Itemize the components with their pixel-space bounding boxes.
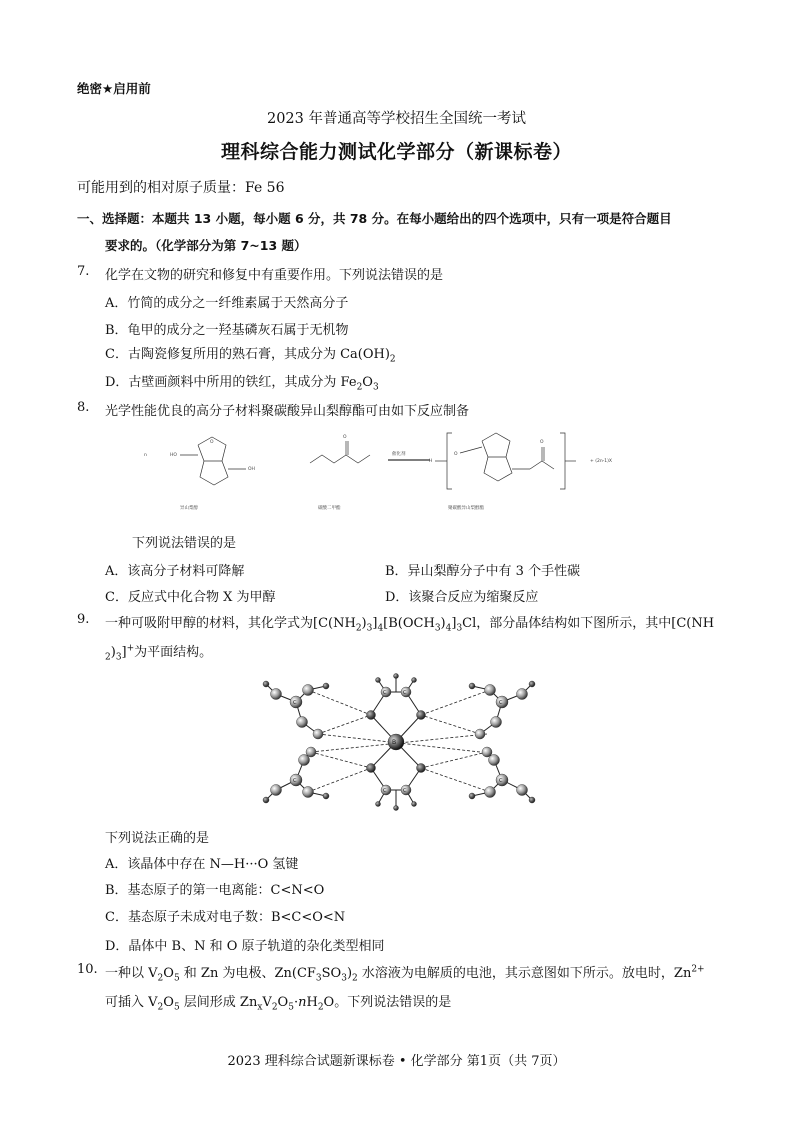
option-c[interactable]: C．反应式中化合物 X 为甲醇 (105, 590, 276, 605)
question-prompt: 下列说法正确的是 (105, 831, 210, 846)
hydrogen-atom (469, 793, 475, 799)
hydrogen-atom (469, 683, 475, 689)
scheme-o-label: O (454, 452, 458, 457)
option-b[interactable]: B．异山梨醇分子中有 3 个手性碳 (385, 564, 581, 579)
scheme-ho-label: HO (170, 453, 177, 458)
nitrogen-atom (489, 755, 500, 766)
option-a[interactable]: A．该高分子材料可降解 (105, 564, 245, 579)
question-number: 10. (77, 962, 98, 977)
carbon-label: C (383, 690, 387, 696)
option-c[interactable]: C．基态原子未成对电子数：B<C<O<N (105, 910, 346, 925)
oxygen-atom (367, 764, 376, 773)
question-stem: 光学性能优良的高分子材料聚碳酸异山梨醇酯可由如下反应制备 (105, 404, 470, 419)
question-stem-line2: 可插入 $V_2O_5$ 层间形成 $Zn_xV_2O_5\cdot nH_2O$。下列说法错误的是 (105, 995, 452, 1013)
nitrogen-atom (303, 685, 314, 696)
option-c[interactable]: C．古陶瓷修复所用的熟石膏，其成分为 $Ca(OH)_2$ (105, 347, 396, 365)
scheme-o-label: O (540, 440, 544, 445)
scheme-compound-label-1: 异山梨醇 (180, 506, 198, 511)
carbon-label: C (293, 700, 297, 706)
question-stem-line2: $_2)_3]^+$为平面结构。 (105, 643, 213, 663)
nitrogen-atom (491, 717, 502, 728)
hydrogen-atom (323, 683, 329, 689)
reaction-scheme (130, 425, 690, 517)
paper-title: 理科综合能力测试化学部分（新课标卷） (220, 141, 572, 163)
hydrogen-atom (412, 802, 417, 807)
nitrogen-atom (517, 689, 528, 700)
hydrogen-atom (376, 678, 381, 683)
option-b[interactable]: B．基态原子的第一电离能：C<N<O (105, 883, 325, 898)
page-footer: 2023 理科综合试题新课标卷 • 化学部分 第1页（共 7页） (227, 1054, 566, 1069)
carbon-label: C (403, 788, 407, 794)
nitrogen-atom (297, 717, 308, 728)
hydrogen-atom (529, 681, 535, 687)
option-d[interactable]: D．晶体中 B、N 和 O 原子轨道的杂化类型相同 (105, 939, 385, 954)
question-prompt: 下列说法错误的是 (132, 536, 237, 551)
question-stem-line1: 一种可吸附甲醇的材料，其化学式为$[C(NH_2)_3]_4[B(OCH_3)_4]_3Cl$，部分晶体结构如下图所示，其中[C(NH (105, 616, 715, 634)
nitrogen-atom (299, 755, 310, 766)
question-number: 9. (77, 612, 90, 627)
hydrogen-atom (394, 674, 399, 679)
secret-label: 绝密★启用前 (77, 81, 151, 96)
nitrogen-atom (303, 787, 314, 798)
question-stem: 化学在文物的研究和修复中有重要作用。下列说法错误的是 (105, 268, 444, 283)
nitrogen-atom (485, 787, 496, 798)
scheme-compound-label-3: 聚碳酸异山梨醇酯 (448, 506, 484, 511)
hydrogen-atom (263, 681, 269, 687)
hydrogen-atom (394, 806, 399, 811)
scheme-h-label: H (429, 459, 433, 464)
scheme-n-label: n (144, 453, 147, 458)
nitrogen-atom (475, 729, 485, 739)
option-a[interactable]: A．该晶体中存在 N—H···O 氢键 (105, 857, 299, 872)
hydrogen-atom (376, 802, 381, 807)
carbon-label: C (403, 690, 407, 696)
oxygen-atom (417, 764, 426, 773)
atomic-mass-note: 可能用到的相对原子质量：Fe 56 (77, 180, 285, 196)
nitrogen-atom (306, 747, 316, 757)
hydrogen-atom (263, 797, 269, 803)
option-b[interactable]: B．龟甲的成分之一羟基磷灰石属于无机物 (105, 323, 349, 338)
option-d[interactable]: D．该聚合反应为缩聚反应 (385, 590, 539, 605)
scheme-o-label: O (343, 435, 347, 440)
scheme-byproduct-label: + (2n-1)X (590, 459, 612, 464)
nitrogen-atom (313, 729, 323, 739)
nitrogen-atom (517, 785, 528, 796)
carbon-label: C (499, 778, 503, 784)
section-instruction-line1: 一、选择题：本题共 13 小题，每小题 6 分，共 78 分。在每小题给出的四个选项中，只有一项是符合题目 (77, 211, 672, 226)
nitrogen-atom (271, 689, 282, 700)
section-instruction-line2: 要求的。（化学部分为第 7~13 题） (105, 238, 307, 253)
crystal-structure-diagram (246, 662, 552, 818)
question-stem-line1: 一种以 $V_2O_5$ 和 Zn 为电极、$Zn(CF_3SO_3)_2$ 水溶液为电解质的电池，其示意图如下所示。放电时，$Zn^{2+}$ (105, 964, 705, 984)
question-number: 8. (77, 400, 90, 415)
hydrogen-atom (529, 797, 535, 803)
question-number: 7. (77, 264, 90, 279)
oxygen-atom (367, 711, 376, 720)
nitrogen-atom (271, 785, 282, 796)
oxygen-atom (417, 711, 426, 720)
exam-title: 2023 年普通高等学校招生全国统一考试 (266, 111, 526, 127)
boron-label: B (392, 739, 397, 746)
carbon-label: C (383, 788, 387, 794)
option-d[interactable]: D．古壁画颜料中所用的铁红，其成分为 $Fe_2O_3$ (105, 375, 379, 393)
hydrogen-atom (323, 793, 329, 799)
hydrogen-atom (412, 678, 417, 683)
scheme-o-label: O (210, 440, 214, 445)
option-a[interactable]: A．竹简的成分之一纤维素属于天然高分子 (105, 296, 349, 311)
nitrogen-atom (485, 685, 496, 696)
carbon-label: C (499, 700, 503, 706)
scheme-oh-label: OH (248, 467, 255, 472)
nitrogen-atom (482, 747, 492, 757)
carbon-label: C (293, 778, 297, 784)
scheme-condition-label: 催化剂 (392, 452, 406, 457)
scheme-compound-label-2: 碳酸二甲酯 (318, 506, 341, 511)
